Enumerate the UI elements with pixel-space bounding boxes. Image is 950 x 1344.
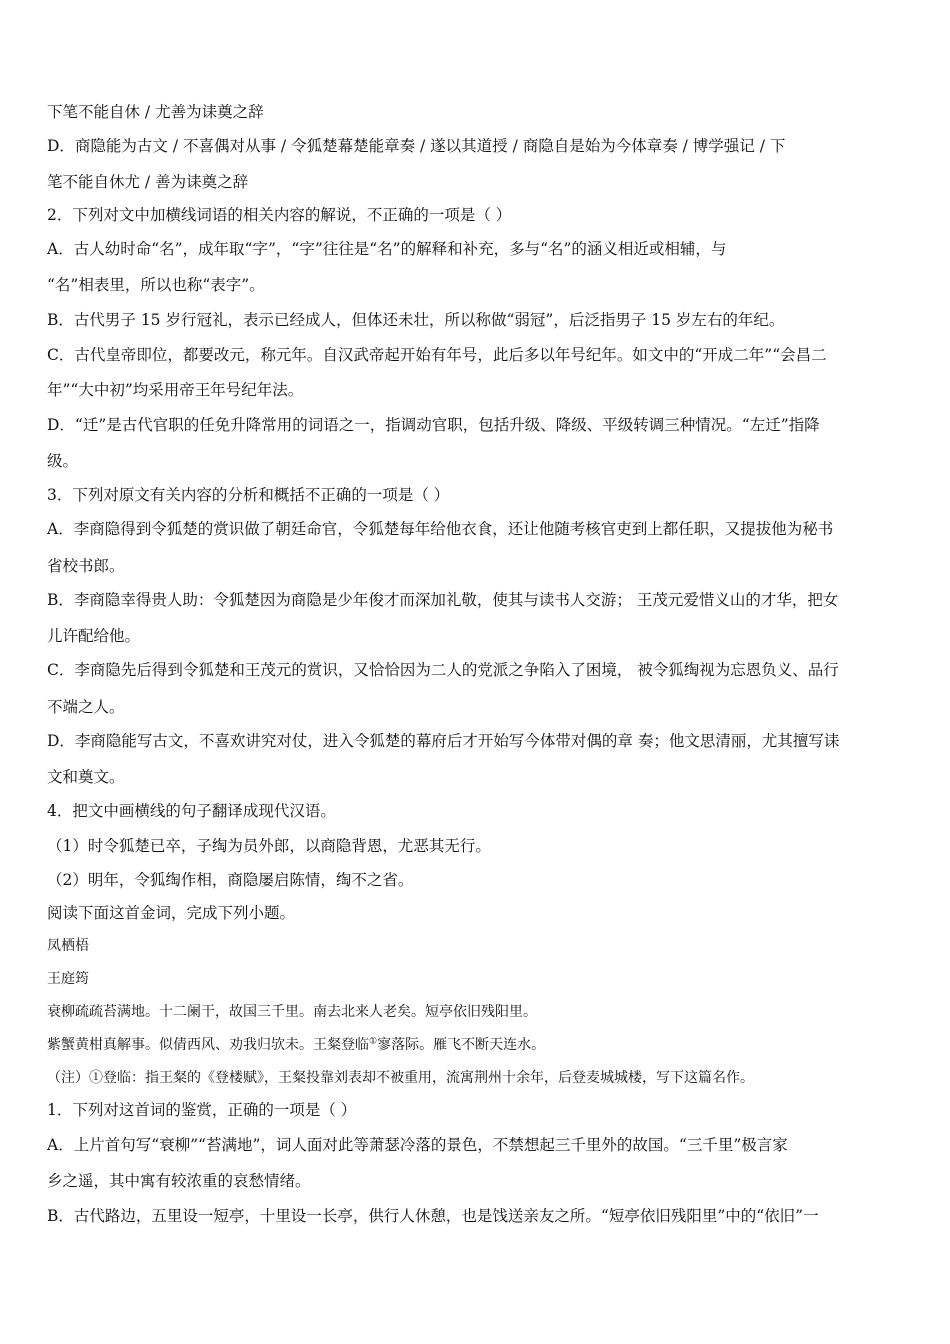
poem-line-2 (47, 1034, 907, 1056)
text-line: 文和奠文。 (47, 768, 125, 786)
poem-line-1: 衰柳疏疏苔满地。十二阑干，故国三千里。南去北来人老矣。短亭依旧残阳里。 (47, 1004, 537, 1020)
option-a-line: A．李商隐得到令狐楚的赏识做了朝廷命官，令狐楚每年给他衣食，还让他随考核官吏到上都任职，又提拔他为秘书 (47, 520, 834, 538)
sub-question-1: （1）时令狐楚已卒，子绹为员外郎，以商隐背恩，尤恶其无行。 (47, 837, 491, 855)
footnote-mark: ① (369, 1036, 378, 1047)
option-d-line: D．李商隐能写古文，不喜欢讲究对仗，进入令狐楚的幕府后才开始写今体带对偶的章 奏；他文思清丽，尤其擅写诔 (47, 732, 840, 750)
text-line: 儿许配给他。 (47, 627, 141, 645)
text-line: 下笔不能自休 / 尤善为诔奠之辞 (47, 103, 264, 121)
option-c-line: C．李商隐先后得到令狐楚和王茂元的赏识，又恰恰因为二人的党派之争陷入了困境， 被令狐绹视为忘恩负义、品行 (47, 661, 839, 679)
poem-text: 寥落际。雁飞不断天连水。 (377, 1037, 546, 1053)
poem-text: 紫蟹黄柑真解事。似倩西风、劝我归欤未。王粲登临 (47, 1037, 369, 1053)
option-d-line: D．商隐能为古文 / 不喜偶对从事 / 令狐楚幕楚能章奏 / 遂以其道授 / 商隐自是始为今体章奏 / 博学强记 / 下 (47, 137, 786, 155)
text-line: 不端之人。 (47, 698, 125, 716)
text-line: “名”相表里，所以也称“表字”。 (47, 276, 265, 294)
sub-question-2: （2）明年，令狐绹作相，商隐屡启陈情，绹不之省。 (47, 871, 414, 889)
text-line: 省校书郎。 (47, 557, 125, 575)
option-a-line: A．上片首句写“衰柳”“苔满地”，词人面对此等萧瑟冷落的景色，不禁想起三千里外的故国。“三千里”极言家 (47, 1136, 788, 1154)
question-3: 3．下列对原文有关内容的分析和概括不正确的一项是（ ） (47, 486, 450, 504)
poem-author: 王庭筠 (47, 971, 89, 987)
option-d-line: D．“迁”是古代官职的任免升降常用的词语之一，指调动官职，包括升级、降级、平级转调三种情况。“左迁”指降 (47, 416, 820, 434)
question-1: 1．下列对这首词的鉴赏，正确的一项是（ ） (47, 1101, 357, 1119)
poem-title: 凤栖梧 (47, 938, 89, 954)
option-b-line: B．李商隐幸得贵人助：令狐楚因为商隐是少年俊才而深加礼敬，使其与读书人交游； 王茂元爱惜义山的才华，把女 (47, 591, 839, 609)
reading-instruction: 阅读下面这首金词，完成下列小题。 (47, 904, 296, 922)
option-b-line: B．古代路边，五里设一短亭，十里设一长亭，供行人休憩，也是饯送亲友之所。“短亭依旧残阳里”中的“依旧”一 (47, 1207, 819, 1225)
text-line: 笔不能自休尤 / 善为诔奠之辞 (47, 173, 249, 191)
text-line: 级。 (47, 452, 79, 470)
option-a-line: A．古人幼时命“名”，成年取“字”，“字”往往是“名”的解释和补充，多与“名”的涵义相近或相辅，与 (47, 240, 727, 258)
text-line: 乡之遥，其中寓有较浓重的哀愁情绪。 (47, 1172, 311, 1190)
option-b-line: B．古代男子 15 岁行冠礼，表示已经成人，但体还未壮，所以称做“弱冠”，后泛指男子 15 岁左右的年纪。 (47, 311, 785, 329)
poem-note: （注）①登临：指王粲的《登楼赋》，王粲投靠刘表却不被重用，流寓荆州十余年，后登麦城城楼，写下这篇名作。 (47, 1070, 754, 1086)
question-2: 2．下列对文中加横线词语的相关内容的解说，不正确的一项是（ ） (47, 206, 512, 224)
text-line: 年”“大中初”均采用帝王年号纪年法。 (47, 381, 304, 399)
question-4: 4．把文中画横线的句子翻译成现代汉语。 (47, 802, 336, 820)
option-c-line: C．古代皇帝即位，都要改元，称元年。自汉武帝起开始有年号，此后多以年号纪年。如文中的“开成二年”“会昌二 (47, 346, 827, 364)
